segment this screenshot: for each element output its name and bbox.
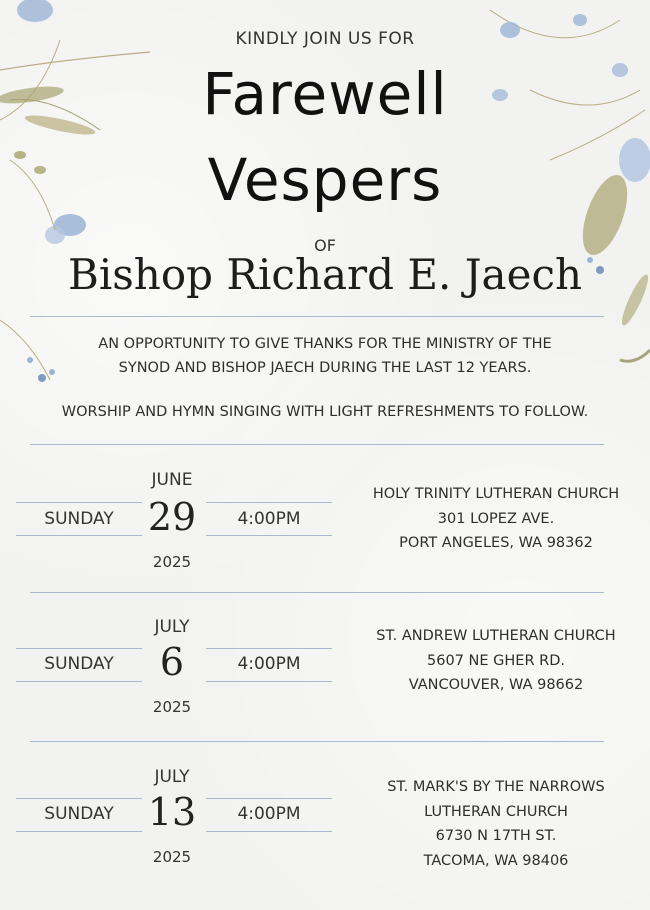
event-block [0,470,650,590]
event-month: JULY [154,617,190,637]
event-rule [16,798,142,799]
event-rule [206,681,332,682]
venue-line: ST. ANDREW LUTHERAN CHURCH [376,628,616,644]
venue-line: 301 LOPEZ AVE. [437,510,555,527]
venue-line: 5607 NE GHER RD. [427,652,565,669]
venue-line: TACOMA, WA 98406 [423,852,569,869]
invitation-kicker: KINDLY JOIN US FOR [235,29,415,49]
event-rule [16,648,142,649]
event-rule [16,681,142,682]
divider-rule [30,444,604,445]
divider-rule [30,741,604,742]
event-rule [16,535,142,536]
venue-line: VANCOUVER, WA 98662 [408,677,584,693]
event-rule [16,831,142,832]
event-rule [206,502,332,503]
event-year: 2025 [152,848,192,866]
event-year: 2025 [152,553,192,571]
honoree-name: Bishop Richard E. Jaech [67,250,583,299]
divider-rule [30,316,604,317]
event-month: JUNE [151,470,193,490]
event-day: SUNDAY [44,804,114,824]
event-rule [206,648,332,649]
event-rule [16,502,142,503]
event-year: 2025 [152,698,192,716]
title-line-1: Farewell [202,60,448,128]
event-block [0,765,650,885]
event-date: 13 [147,790,197,834]
of-label: OF [314,236,336,255]
event-rule [206,535,332,536]
event-venue [346,775,646,873]
event-time: 4:00PM [237,509,301,529]
event-date: 6 [159,640,185,684]
description-paragraph [0,332,650,380]
event-time: 4:00PM [237,654,301,674]
divider-rule [30,592,604,593]
event-venue [346,482,646,556]
event-day: SUNDAY [44,654,114,674]
venue-line: 6730 N 17TH ST. [435,828,557,844]
venue-line: PORT ANGELES, WA 98362 [399,535,593,551]
event-time: 4:00PM [237,804,301,824]
event-day: SUNDAY [44,509,114,529]
event-venue [346,624,646,698]
event-month: JULY [154,767,190,787]
title-line-2: Vespers [207,146,443,214]
refreshments-note: WORSHIP AND HYMN SINGING WITH LIGHT REFRESHMENTS TO FOLLOW. [61,404,589,420]
event-date: 29 [147,495,197,539]
venue-line: LUTHERAN CHURCH [424,803,568,820]
description-line: AN OPPORTUNITY TO GIVE THANKS FOR THE MINISTRY OF THE [98,336,552,352]
event-rule [206,798,332,799]
venue-line: HOLY TRINITY LUTHERAN CHURCH [372,486,620,502]
venue-line: ST. MARK'S BY THE NARROWS [387,779,605,795]
event-rule [206,831,332,832]
event-block [0,615,650,735]
description-line: SYNOD AND BISHOP JAECH DURING THE LAST 12 YEARS. [118,360,532,376]
